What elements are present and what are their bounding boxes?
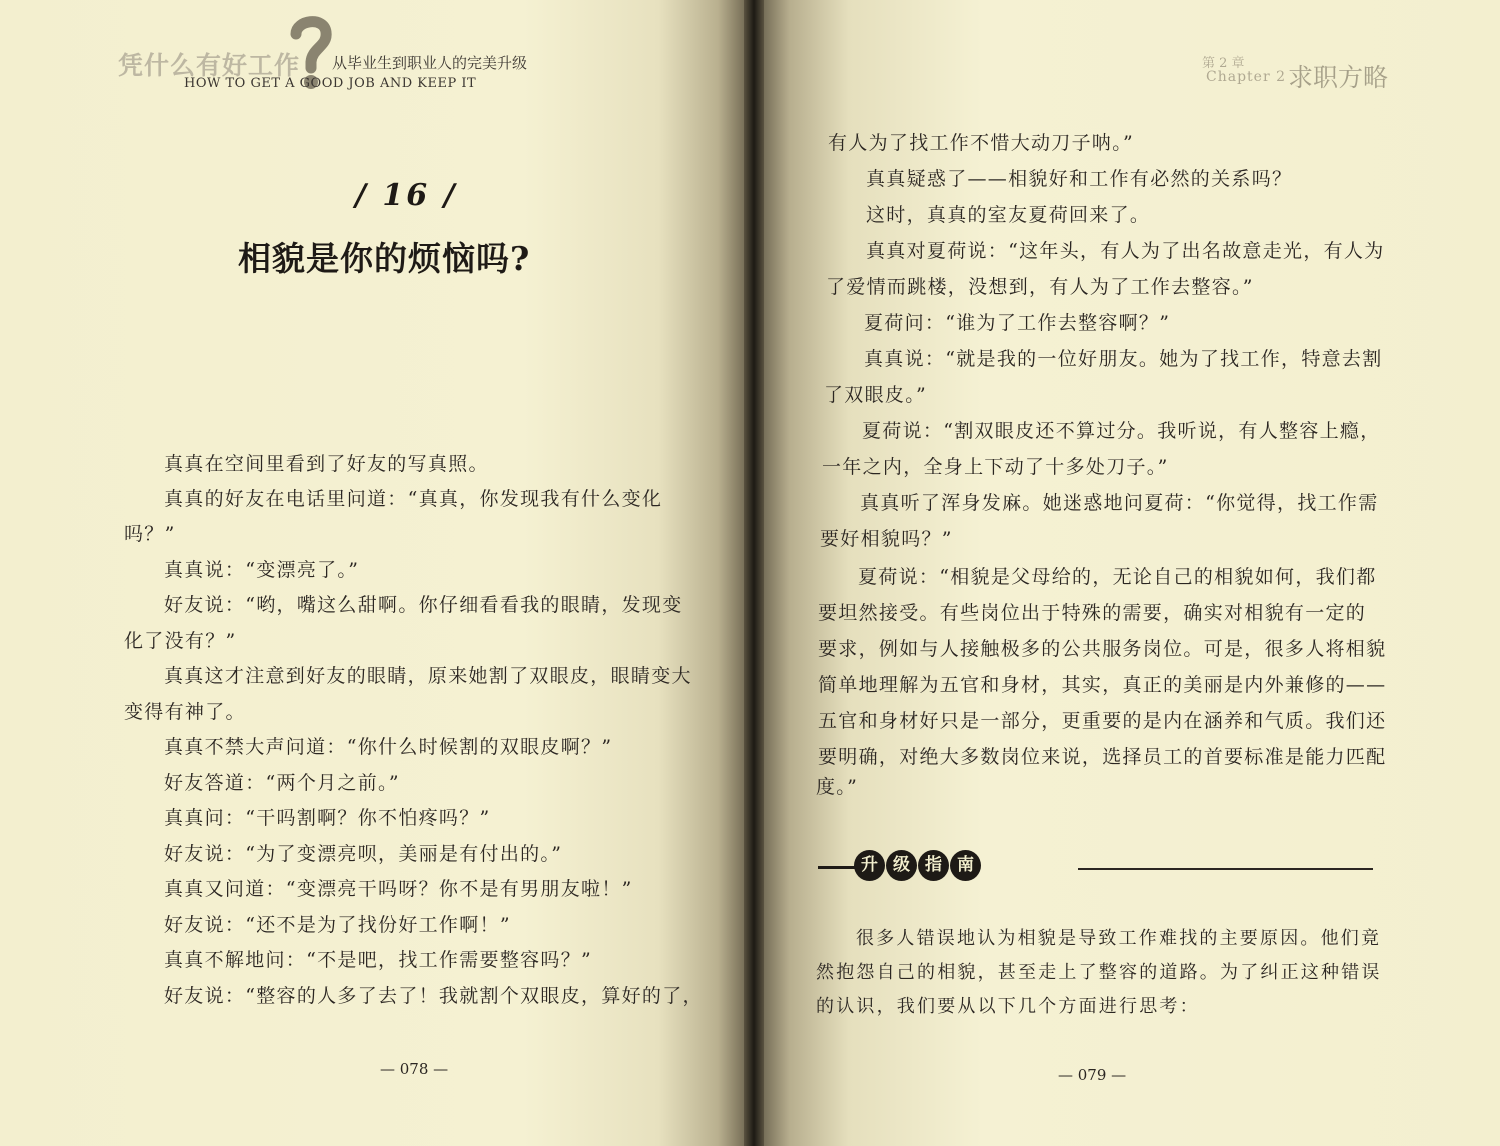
text-line: 要明确，对绝大多数岗位来说，选择员工的首要标准是能力匹配 bbox=[818, 746, 1387, 768]
section-title: 相貌是你的烦恼吗? bbox=[238, 239, 531, 278]
text-line: 了双眼皮。” bbox=[824, 384, 928, 406]
text-line: 了爱情而跳楼，没想到，有人为了工作去整容。” bbox=[826, 276, 1254, 298]
page-number: — 078 — bbox=[380, 1060, 449, 1078]
upgrade-guide-heading bbox=[854, 850, 982, 881]
text-line: 真真说：“变漂亮了。” bbox=[164, 559, 360, 581]
text-line: 夏荷说：“相貌是父母给的，无论自己的相貌如何，我们都 bbox=[858, 566, 1377, 588]
guide-rule-left bbox=[818, 866, 856, 869]
text-line: 化了没有？” bbox=[124, 630, 237, 652]
guide-badge: 南 bbox=[950, 850, 981, 881]
text-line: 很多人错误地认为相貌是导致工作难找的主要原因。他们竟 bbox=[856, 928, 1382, 949]
text-line: 真真不解地问：“不是吧，找工作需要整容吗？” bbox=[164, 949, 593, 971]
guide-badge: 升 bbox=[854, 850, 885, 881]
text-line: 吗？” bbox=[124, 523, 176, 545]
text-line: 真真问：“干吗割啊？你不怕疼吗？” bbox=[164, 807, 491, 829]
text-line: 要求，例如与人接触极多的公共服务岗位。可是，很多人将相貌 bbox=[818, 638, 1387, 660]
right-page bbox=[760, 0, 1500, 1146]
text-line: 真真不禁大声问道：“你什么时候割的双眼皮啊？” bbox=[164, 736, 613, 758]
chapter-label: 第 2 章 bbox=[1202, 56, 1245, 71]
section-number: / 16 / bbox=[355, 178, 458, 213]
text-line: 真真疑惑了——相貌好和工作有必然的关系吗？ bbox=[866, 168, 1293, 190]
page-number: — 079 — bbox=[1058, 1066, 1127, 1084]
text-line: 好友说：“哟，嘴这么甜啊。你仔细看看我的眼睛，发现变 bbox=[164, 594, 683, 616]
chapter-english: Chapter 2 bbox=[1206, 69, 1286, 85]
text-line: 度。” bbox=[816, 776, 859, 798]
text-line: 一年之内，全身上下动了十多处刀子。” bbox=[822, 456, 1169, 478]
text-line: 真真的好友在电话里问道：“真真，你发现我有什么变化 bbox=[164, 488, 663, 510]
text-line: 真真说：“就是我的一位好朋友。她为了找工作，特意去割 bbox=[864, 348, 1383, 370]
book-subtitle: 从毕业生到职业人的完美升级 bbox=[332, 54, 528, 72]
book-gutter bbox=[744, 0, 764, 1146]
text-line: 这时，真真的室友夏荷回来了。 bbox=[866, 204, 1151, 226]
text-line: 好友说：“还不是为了找份好工作啊！” bbox=[164, 914, 511, 936]
text-line: 夏荷说：“割双眼皮还不算过分。我听说，有人整容上瘾， bbox=[862, 420, 1381, 442]
book-title: 凭什么有好工作 bbox=[118, 51, 301, 80]
guide-badge: 级 bbox=[886, 850, 917, 881]
left-page bbox=[0, 0, 748, 1146]
text-line: 好友说：“整容的人多了去了！我就割个双眼皮，算好的了， bbox=[164, 985, 703, 1007]
guide-rule-right bbox=[1078, 868, 1373, 870]
text-line: 五官和身材好只是一部分，更重要的是内在涵养和气质。我们还 bbox=[818, 710, 1387, 732]
text-line: 真真又问道：“变漂亮干吗呀？你不是有男朋友啦！” bbox=[164, 878, 633, 900]
text-line: 要好相貌吗？” bbox=[820, 528, 953, 550]
text-line: 然抱怨自己的相貌，甚至走上了整容的道路。为了纠正这种错误 bbox=[816, 962, 1382, 983]
text-line: 真真对夏荷说：“这年头，有人为了出名故意走光，有人为 bbox=[866, 240, 1385, 262]
chapter-title: 求职方略 bbox=[1288, 63, 1389, 92]
text-line: 变得有神了。 bbox=[124, 701, 246, 723]
text-line: 有人为了找工作不惜大动刀子呐。” bbox=[828, 132, 1135, 154]
text-line: 真真这才注意到好友的眼睛，原来她割了双眼皮，眼睛变大 bbox=[164, 665, 692, 687]
text-line: 真真在空间里看到了好友的写真照。 bbox=[164, 453, 489, 475]
text-line: 好友答道：“两个月之前。” bbox=[164, 772, 400, 794]
text-line: 简单地理解为五官和身材，其实，真正的美丽是内外兼修的—— bbox=[818, 674, 1387, 696]
text-line: 真真听了浑身发麻。她迷惑地问夏荷：“你觉得，找工作需 bbox=[860, 492, 1379, 514]
text-line: 要坦然接受。有些岗位出于特殊的需要，确实对相貌有一定的 bbox=[818, 602, 1367, 624]
text-line: 的认识，我们要从以下几个方面进行思考： bbox=[816, 996, 1200, 1017]
text-line: 好友说：“为了变漂亮呗，美丽是有付出的。” bbox=[164, 843, 563, 865]
guide-badge: 指 bbox=[918, 850, 949, 881]
text-line: 夏荷问：“谁为了工作去整容啊？” bbox=[864, 312, 1171, 334]
book-english-title: HOW TO GET A GOOD JOB AND KEEP IT bbox=[184, 76, 477, 91]
